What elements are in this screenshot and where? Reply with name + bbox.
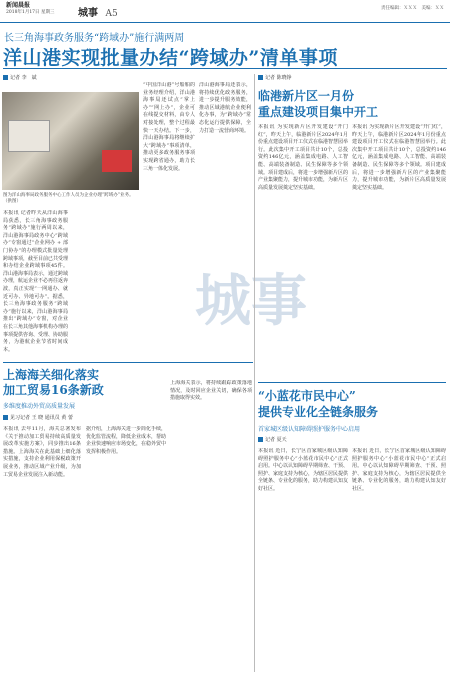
byline-icon — [3, 415, 8, 420]
section-title — [78, 4, 118, 19]
article3-body-col1: 本报讯 为实现新片区开发建设“开门红”，昨天上午，临港新片区2024年1月份重点建设项目开工仪式在临港智慧园举行。此次集中开工项目共计10个，总投资约146亿元，涵盖集成电路、人工智能、高端装备制造、民生保障等多个领域。项目建成后，将进一步增强新片区的产业集聚能力，提升城市功能，为新片区高质量发展奠定坚实基础。 — [258, 124, 348, 191]
page-number: A5 — [105, 9, 118, 19]
photo-caption: 图为洋山海事局政务服务中心工作人员为企业办理“跨域办”业务。（供图） — [3, 193, 134, 204]
issue-date: 2018年1月17日 星期三 — [6, 10, 55, 15]
article4-byline-text: 记者 夏天 — [265, 437, 287, 443]
byline-icon — [258, 437, 263, 442]
article3-title: 临港新片区一月份 重点建设项目集中开工 — [258, 89, 379, 119]
news-photo — [2, 92, 139, 190]
article2-body-col3: 上海海关表示，将持续跟踪政策落地情况，及时回应企业关切，确保各项措施取得实效。 — [170, 380, 252, 402]
article4-title: “小蓝花市民中心” 提供专业化全链条服务 — [258, 389, 379, 419]
divider — [3, 68, 447, 69]
article2-title: 上海海关细化落实 加工贸易16条新政 — [3, 368, 104, 397]
editor-line: 责任编辑：ＸＸＸ 美编：ＸＸ — [381, 6, 444, 11]
article2-byline-text: 见习记者 王 晓 通讯员 黄 蕾 — [10, 415, 73, 421]
section-watermark: 城事 — [195, 268, 307, 334]
article2-byline — [3, 414, 73, 421]
lead-body-col2: “中国洋山港”号船舶的业务经理介绍，洋山港海事局还试点“掌上办”“网上办”，企业可在线提交材料，由专人对接处理，整个过程最快一天办结。下一步，洋山港海事局将继续扩大“跨域办”事项清单，推动更多政务服务事项实现跨省通办，助力长三角一体化发展。 — [143, 82, 195, 172]
lead-body-col3: 洋山港海事局还表示，将持续优化政务服务，进一步提升服务效能，推动区域港航企业便利化办事，为“跨域办”常态化运行提供保障，全力打造一流营商环境。 — [199, 82, 251, 134]
photo-window-shape — [8, 120, 50, 152]
article2-body-col1: 本报讯 去年11月，海关总署发布《关于推动加工贸易持续高质量发展改革实施方案》，同步推出16条措施。上海海关在此基础上细化落实措施，支持企业利用保税政策开展业务，推动区域产业升级，为加工贸易企业发展注入新动能。 — [3, 426, 81, 478]
byline-icon — [3, 75, 8, 80]
article4-subtitle: 首家城区级认知障碍照护服务中心启用 — [258, 426, 361, 433]
lead-body-col1: 本报讯 记者昨天从洋山海事局获悉，长三角海事政务服务“跨域办”施行两周以来，洋山港海事局政务中心“跨域办”专窗通过“企业网办 + 部门协办”的办理模式批量处理跨域事项，截至目前已共受理和办结企业跨域事项45件。洋山港海事局表示，通过跨域办理，航运企业不必再往返奔波，真正实现“一网通办、就近可办、异地可办”。据悉，长三角海事政务服务“跨域办”施行以来，洋山港海事局推出“跨域办”专窗，对企业在长三角其他海事机构办理的事项提供咨询、受理、协助服务，为港航企业节省时间成本。 — [3, 210, 68, 353]
article4-body-col1: 本报讯 近日，长宁区首家城区级认知障碍照护服务中心“小蓝花市民中心”正式启用。中心以认知障碍早期筛查、干预、照护、家庭支持为核心，为辖区居民提供全链条、专业化的服务，助力构建认知友好社区。 — [258, 448, 348, 492]
page-header — [0, 0, 450, 23]
article3-body-col2: 本报讯 为实现新片区开发建设“开门红”，昨天上午，临港新片区2024年1月份重点建设项目开工仪式在临港智慧园举行。此次集中开工项目共计10个，总投资约146亿元，涵盖集成电路、人工智能、高端装备制造、民生保障等多个领域。项目建成后，将进一步增强新片区的产业集聚能力，提升城市功能，为新片区高质量发展奠定坚实基础。 — [352, 124, 446, 191]
column-divider — [254, 74, 255, 672]
section-name: 城事 — [78, 8, 98, 19]
article3-byline — [258, 74, 292, 81]
lead-byline-text: 记者 李 斌 — [10, 75, 37, 81]
divider — [258, 382, 446, 383]
article2-body-col2: 据介绍，上海海关进一步简化手续，优化监管流程，降低企业成本，帮助企业快速响应市场变化，在稳外贸中发挥积极作用。 — [86, 426, 166, 455]
article2-subtitle: 多维度推动外贸高质量发展 — [3, 403, 76, 410]
article3-byline-text: 记者 陈晓铮 — [265, 75, 292, 81]
article4-body-col2: 本报讯 近日，长宁区首家城区级认知障碍照护服务中心“小蓝花市民中心”正式启用。中心以认知障碍早期筛查、干预、照护、家庭支持为核心，为辖区居民提供全链条、专业化的服务，助力构建认知友好社区。 — [352, 448, 446, 492]
lead-byline — [3, 74, 37, 81]
article4-byline — [258, 436, 287, 443]
lead-title: 洋山港实现批量办结“跨域办”清单事项 — [3, 47, 338, 69]
byline-icon — [258, 75, 263, 80]
paper-logo — [6, 2, 54, 16]
paper-name: 新闻晨报 — [6, 2, 31, 9]
photo-sign-shape — [102, 150, 132, 172]
lead-subtitle: 长三角海事政务服务“跨域办”施行满两周 — [4, 33, 185, 44]
divider — [3, 362, 253, 363]
